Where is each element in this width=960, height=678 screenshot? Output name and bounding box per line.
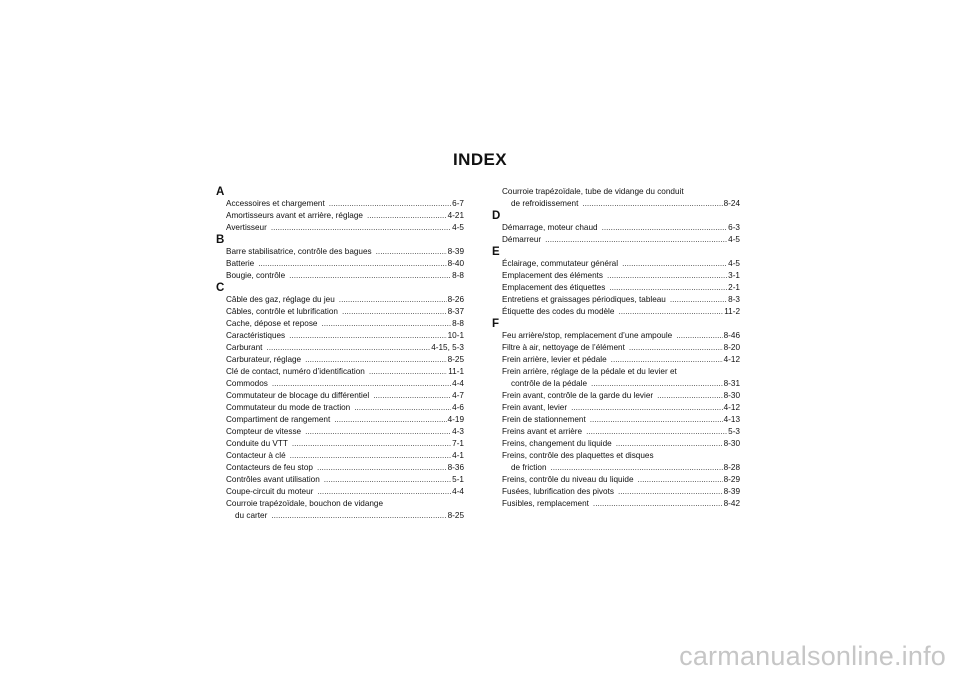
index-entry xyxy=(216,498,464,522)
page-reference: 8-25 xyxy=(447,511,464,520)
page-reference: 5-3 xyxy=(728,427,740,436)
index-section xyxy=(492,318,740,510)
dot-leader xyxy=(292,438,451,450)
dot-leader xyxy=(369,366,447,378)
entry-line xyxy=(492,258,740,270)
entry-line xyxy=(216,414,464,426)
dot-leader xyxy=(271,510,446,522)
dot-leader xyxy=(551,462,723,474)
page-reference: 8-29 xyxy=(723,475,740,484)
index-entry xyxy=(492,426,740,438)
index-entry xyxy=(216,354,464,366)
index-entry xyxy=(216,342,464,354)
page-reference: 8-26 xyxy=(447,295,464,304)
index-entry xyxy=(492,306,740,318)
index-entry xyxy=(492,354,740,366)
dot-leader xyxy=(676,330,722,342)
index-entry xyxy=(492,498,740,510)
entry-label: Courroie trapézoïdale, bouchon de vidange xyxy=(226,499,384,508)
dot-leader xyxy=(305,354,447,366)
index-entry xyxy=(216,486,464,498)
entry-line xyxy=(216,402,464,414)
index-entry xyxy=(492,270,740,282)
section-letter: D xyxy=(492,210,501,222)
index-entry xyxy=(492,486,740,498)
dot-leader xyxy=(591,378,723,390)
entry-label: Commutateur du mode de traction xyxy=(226,403,351,412)
index-entry xyxy=(216,414,464,426)
dot-leader xyxy=(339,294,447,306)
section-letter: F xyxy=(492,318,500,330)
index-entry xyxy=(216,246,464,258)
index-entry xyxy=(492,414,740,426)
page-reference: 4-1 xyxy=(452,451,464,460)
dot-leader xyxy=(258,258,446,270)
dot-leader xyxy=(571,402,723,414)
dot-leader xyxy=(609,282,727,294)
index-entry xyxy=(216,318,464,330)
dot-leader xyxy=(329,198,451,210)
index-entry xyxy=(216,198,464,210)
entry-line xyxy=(492,474,740,486)
index-section xyxy=(216,234,464,282)
entry-label: Compartiment de rangement xyxy=(226,415,331,424)
dot-leader xyxy=(271,222,451,234)
entry-label: Conduite du VTT xyxy=(226,439,288,448)
dot-leader xyxy=(289,330,446,342)
entry-label: Contacteur à clé xyxy=(226,451,286,460)
page-reference: 4-12 xyxy=(723,355,740,364)
index-entry xyxy=(216,438,464,450)
entry-label: Câbles, contrôle et lubrification xyxy=(226,307,338,316)
entry-label: Carburateur, réglage xyxy=(226,355,302,364)
entry-line xyxy=(216,330,464,342)
entry-line xyxy=(492,234,740,246)
entry-line xyxy=(216,294,464,306)
index-entry xyxy=(216,294,464,306)
dot-leader xyxy=(376,246,447,258)
page-reference: 8-30 xyxy=(723,391,740,400)
entry-label: Entretiens et graissages périodiques, tableau xyxy=(502,295,666,304)
entry-label: Frein arrière, réglage de la pédale et du levier et xyxy=(502,367,677,376)
dot-leader xyxy=(317,462,447,474)
entry-line xyxy=(492,438,740,450)
entry-line xyxy=(492,354,740,366)
page-reference: 4-13 xyxy=(723,415,740,424)
entry-line xyxy=(216,510,464,522)
index-entry xyxy=(216,402,464,414)
entry-label: Caractéristiques xyxy=(226,331,286,340)
entry-line xyxy=(216,450,464,462)
section-letter: C xyxy=(216,282,225,294)
entry-label: Feu arrière/stop, remplacement d’une ampoule xyxy=(502,331,673,340)
entry-label: Compteur de vitesse xyxy=(226,427,302,436)
section-letter: A xyxy=(216,186,225,198)
dot-leader xyxy=(324,474,451,486)
page-reference: 4-12 xyxy=(723,403,740,412)
entry-line xyxy=(216,318,464,330)
entry-label: Contrôles avant utilisation xyxy=(226,475,320,484)
page-reference: 8-30 xyxy=(723,439,740,448)
index-section xyxy=(492,210,740,246)
entry-label: Freins, contrôle des plaquettes et disques xyxy=(502,451,654,460)
entry-label: Clé de contact, numéro d’identification xyxy=(226,367,365,376)
page-reference: 8-42 xyxy=(723,499,740,508)
entry-line xyxy=(216,354,464,366)
page-reference: 8-46 xyxy=(723,331,740,340)
entry-line xyxy=(216,378,464,390)
page-reference: 8-36 xyxy=(447,463,464,472)
entry-line xyxy=(492,306,740,318)
page-reference: 8-31 xyxy=(723,379,740,388)
entry-line xyxy=(492,486,740,498)
page-reference: 6-7 xyxy=(452,199,464,208)
page-reference: 11-1 xyxy=(448,367,464,376)
dot-leader xyxy=(272,378,451,390)
dot-leader xyxy=(289,270,451,282)
entry-line xyxy=(216,198,464,210)
dot-leader xyxy=(305,426,451,438)
entry-label: Barre stabilisatrice, contrôle des bagues xyxy=(226,247,372,256)
index-entry xyxy=(492,330,740,342)
entry-label: Contacteurs de feu stop xyxy=(226,463,313,472)
entry-label: Fusibles, remplacement xyxy=(502,499,589,508)
entry-line xyxy=(492,498,740,510)
dot-leader xyxy=(607,270,727,282)
entry-line xyxy=(492,414,740,426)
section-letter: E xyxy=(492,246,500,258)
entry-label: du carter xyxy=(235,511,268,520)
entry-line xyxy=(216,258,464,270)
index-title: INDEX xyxy=(453,150,507,169)
page-reference: 8-8 xyxy=(452,271,464,280)
dot-leader xyxy=(618,306,723,318)
entry-label: Courroie trapézoïdale, tube de vidange du conduit xyxy=(502,187,684,196)
dot-leader xyxy=(593,498,723,510)
index-entry xyxy=(216,366,464,378)
index-section xyxy=(492,246,740,318)
entry-label: Freins, changement du liquide xyxy=(502,439,612,448)
index-entry xyxy=(216,330,464,342)
watermark-text: carmanualsonline.info xyxy=(679,641,946,671)
page-reference: 5-1 xyxy=(452,475,464,484)
index-entry xyxy=(492,234,740,246)
index-column-right xyxy=(492,186,740,510)
page-reference: 8-24 xyxy=(723,199,740,208)
page-reference: 4-4 xyxy=(452,379,464,388)
dot-leader xyxy=(266,342,430,354)
entry-line xyxy=(216,486,464,498)
entry-line xyxy=(216,342,464,354)
page-reference: 8-39 xyxy=(723,487,740,496)
index-entry xyxy=(216,210,464,222)
index-entry xyxy=(492,450,740,474)
dot-leader xyxy=(586,426,727,438)
index-section xyxy=(216,186,464,234)
entry-line xyxy=(492,462,740,474)
entry-label: Frein avant, contrôle de la garde du levier xyxy=(502,391,654,400)
entry-line xyxy=(492,222,740,234)
index-entry xyxy=(492,402,740,414)
page-reference: 8-20 xyxy=(723,343,740,352)
dot-leader xyxy=(582,198,722,210)
dot-leader xyxy=(602,222,728,234)
entry-line xyxy=(216,426,464,438)
entry-line xyxy=(216,222,464,234)
dot-leader xyxy=(638,474,723,486)
entry-line xyxy=(216,462,464,474)
dot-leader xyxy=(317,486,451,498)
dot-leader xyxy=(670,294,727,306)
index-section xyxy=(216,282,464,522)
index-entry xyxy=(492,222,740,234)
index-entry xyxy=(492,282,740,294)
entry-label: Amortisseurs avant et arrière, réglage xyxy=(226,211,363,220)
entry-label: Emplacement des étiquettes xyxy=(502,283,606,292)
page-reference: 3-1 xyxy=(728,271,740,280)
page-reference: 4-4 xyxy=(452,487,464,496)
entry-line xyxy=(492,270,740,282)
entry-label: Étiquette des codes du modèle xyxy=(502,307,615,316)
entry-label: Filtre à air, nettoyage de l’élément xyxy=(502,343,625,352)
dot-leader xyxy=(322,318,452,330)
page-reference: 4-7 xyxy=(452,391,464,400)
entry-label: Câble des gaz, réglage du jeu xyxy=(226,295,335,304)
page-reference: 8-25 xyxy=(447,355,464,364)
entry-line xyxy=(492,342,740,354)
index-entry xyxy=(216,450,464,462)
entry-line xyxy=(492,390,740,402)
page-reference: 6-3 xyxy=(728,223,740,232)
dot-leader xyxy=(618,486,723,498)
entry-line xyxy=(492,366,740,378)
entry-label: de refroidissement xyxy=(511,199,579,208)
entry-line xyxy=(216,390,464,402)
entry-label: Batterie xyxy=(226,259,255,268)
index-entry xyxy=(216,270,464,282)
entry-label: Frein de stationnement xyxy=(502,415,586,424)
dot-leader xyxy=(367,210,447,222)
index-entry xyxy=(216,222,464,234)
index-entry xyxy=(216,378,464,390)
index-entry xyxy=(216,426,464,438)
dot-leader xyxy=(334,414,446,426)
page-reference: 2-1 xyxy=(728,283,740,292)
entry-label: Avertisseur xyxy=(226,223,267,232)
entry-label: Démarreur xyxy=(502,235,542,244)
entry-line xyxy=(492,426,740,438)
entry-label: Fusées, lubrification des pivots xyxy=(502,487,614,496)
page-reference: 8-40 xyxy=(447,259,464,268)
dot-leader xyxy=(590,414,723,426)
dot-leader xyxy=(657,390,723,402)
dot-leader xyxy=(622,258,727,270)
dot-leader xyxy=(545,234,727,246)
dot-leader xyxy=(611,354,723,366)
index-entry xyxy=(492,294,740,306)
entry-line xyxy=(216,474,464,486)
page-reference: 8-8 xyxy=(452,319,464,328)
entry-line xyxy=(216,306,464,318)
entry-label: contrôle de la pédale xyxy=(511,379,588,388)
entry-line xyxy=(216,438,464,450)
section-letter: B xyxy=(216,234,225,246)
entry-label: Frein avant, levier xyxy=(502,403,568,412)
page-reference: 4-5 xyxy=(452,223,464,232)
entry-label: Commodos xyxy=(226,379,268,388)
entry-line xyxy=(492,330,740,342)
index-column-left xyxy=(216,186,464,522)
index-entry xyxy=(492,474,740,486)
entry-label: de friction xyxy=(511,463,547,472)
index-entry xyxy=(216,258,464,270)
page-reference: 10-1 xyxy=(447,331,464,340)
index-entry xyxy=(492,342,740,354)
entry-label: Bougie, contrôle xyxy=(226,271,286,280)
dot-leader xyxy=(629,342,723,354)
index-entry xyxy=(216,390,464,402)
entry-label: Démarrage, moteur chaud xyxy=(502,223,598,232)
index-entry xyxy=(216,462,464,474)
page-reference: 4-3 xyxy=(452,427,464,436)
entry-label: Freins, contrôle du niveau du liquide xyxy=(502,475,634,484)
page-reference: 4-15, 5-3 xyxy=(431,343,464,352)
index-entry xyxy=(492,258,740,270)
entry-label: Emplacement des éléments xyxy=(502,271,604,280)
dot-leader xyxy=(342,306,447,318)
entry-line xyxy=(216,270,464,282)
index-entry xyxy=(492,438,740,450)
page-reference: 4-6 xyxy=(452,403,464,412)
dot-leader xyxy=(616,438,723,450)
page-reference: 11-2 xyxy=(724,307,740,316)
entry-label: Cache, dépose et repose xyxy=(226,319,318,328)
entry-line xyxy=(492,378,740,390)
dot-leader xyxy=(290,450,452,462)
entry-line xyxy=(492,282,740,294)
page-reference: 4-19 xyxy=(447,415,464,424)
index-entry xyxy=(492,366,740,390)
entry-line xyxy=(492,198,740,210)
index-entry xyxy=(216,306,464,318)
entry-line xyxy=(492,402,740,414)
page-reference: 4-5 xyxy=(728,259,740,268)
entry-line xyxy=(492,450,740,462)
entry-label: Commutateur de blocage du différentiel xyxy=(226,391,370,400)
entry-line xyxy=(216,498,464,510)
entry-label: Carburant xyxy=(226,343,263,352)
page-reference: 7-1 xyxy=(452,439,464,448)
entry-line xyxy=(492,186,740,198)
index-entry xyxy=(492,186,740,210)
entry-label: Frein arrière, levier et pédale xyxy=(502,355,607,364)
entry-line xyxy=(492,294,740,306)
page-reference: 4-21 xyxy=(447,211,464,220)
dot-leader xyxy=(354,402,451,414)
entry-label: Éclairage, commutateur général xyxy=(502,259,619,268)
entry-label: Accessoires et chargement xyxy=(226,199,325,208)
page-reference: 8-37 xyxy=(447,307,464,316)
index-entry xyxy=(216,474,464,486)
index-entry xyxy=(492,390,740,402)
entry-label: Freins avant et arrière xyxy=(502,427,583,436)
page-reference: 8-3 xyxy=(728,295,740,304)
page-reference: 8-39 xyxy=(447,247,464,256)
dot-leader xyxy=(373,390,451,402)
page-reference: 4-5 xyxy=(728,235,740,244)
page-reference: 8-28 xyxy=(723,463,740,472)
index-section xyxy=(492,186,740,210)
entry-line xyxy=(216,246,464,258)
entry-line xyxy=(216,210,464,222)
entry-label: Coupe-circuit du moteur xyxy=(226,487,314,496)
entry-line xyxy=(216,366,464,378)
